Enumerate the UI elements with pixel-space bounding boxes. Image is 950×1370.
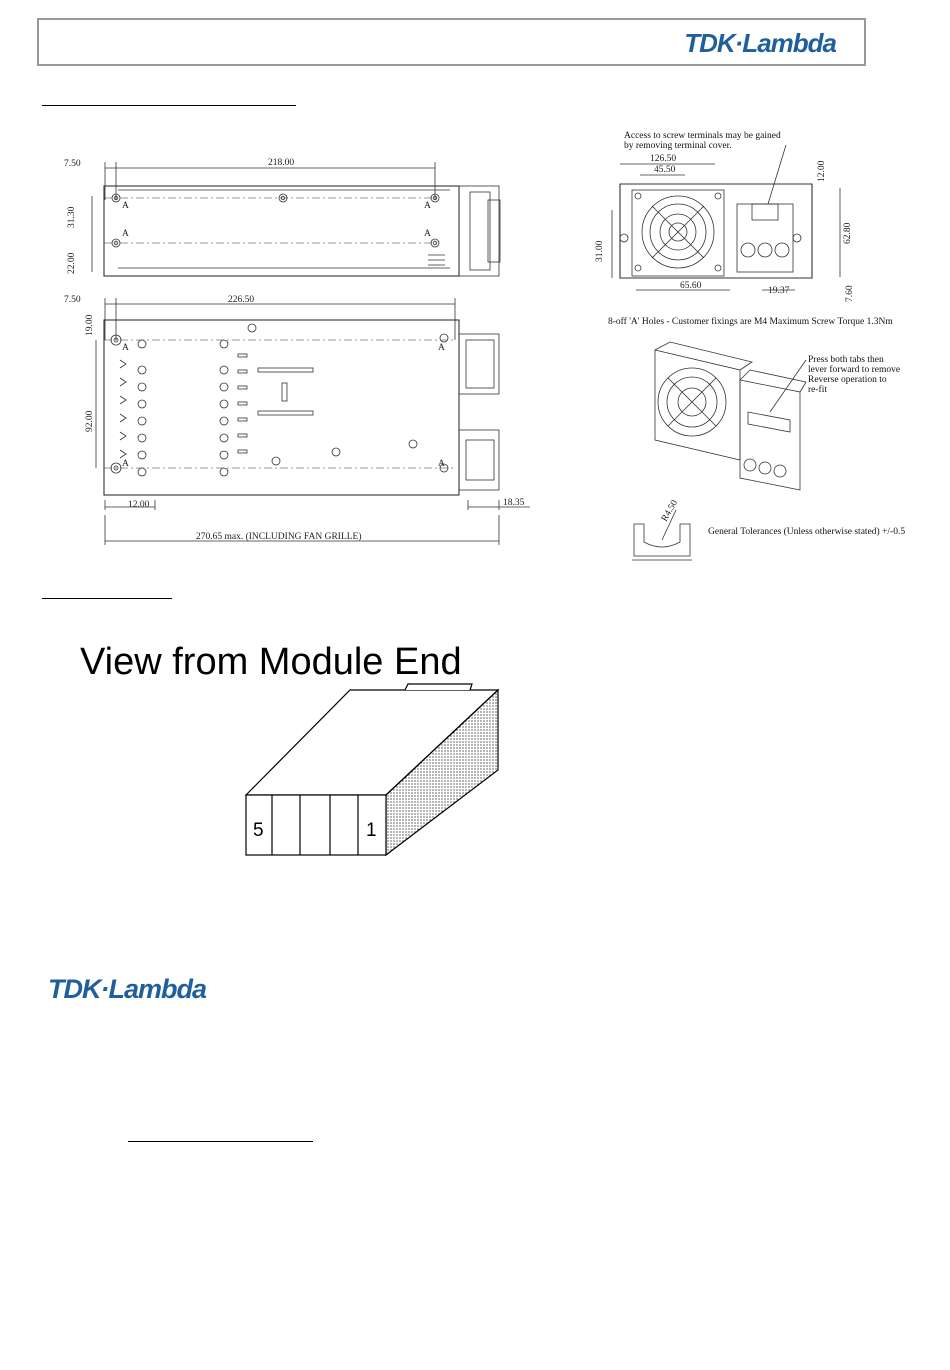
side-dim-4: 22.00	[67, 252, 77, 274]
end-dim-1: 126.50	[650, 154, 677, 164]
end-dim-5: 31.00	[595, 240, 605, 262]
fixings-note: 8-off 'A' Holes - Customer fixings are M4 Maximum Screw Torque 1.3Nm	[608, 317, 893, 327]
cover-note-3: Reverse operation to	[808, 375, 887, 385]
top-overall-length: 270.65 max. (INCLUDING FAN GRILLE)	[196, 532, 362, 542]
side-view	[64, 158, 500, 276]
top-hole-a4: A	[438, 459, 445, 469]
side-hole-a3: A	[424, 201, 431, 211]
end-dim-2: 45.50	[654, 165, 676, 175]
pin-label-5: 5	[253, 820, 264, 841]
side-dim-2: 218.00	[268, 158, 295, 168]
mechanical-drawing	[0, 0, 950, 570]
tdk-lambda-logo: TDK·Lambda	[684, 28, 836, 58]
top-hole-a1: A	[122, 343, 129, 353]
side-hole-a4: A	[424, 229, 431, 239]
end-dim-4: 62.80	[843, 222, 853, 244]
cover-note-4: re-fit	[808, 385, 827, 395]
side-hole-a1: A	[122, 201, 129, 211]
side-hole-a2: A	[122, 229, 129, 239]
side-dim-1: 7.50	[64, 159, 81, 169]
end-dim-8: 7.60	[845, 285, 855, 302]
top-dim-5: 12.00	[128, 500, 150, 510]
top-dim-1: 7.50	[64, 295, 81, 305]
radius-detail	[632, 498, 692, 560]
end-dim-7: 19.37	[768, 286, 790, 296]
top-dim-4: 92.00	[85, 410, 95, 432]
top-dim-3: 19.00	[85, 314, 95, 336]
side-dim-3: 31.30	[67, 206, 77, 228]
terminal-note-1: Access to screw terminals may be gained	[624, 131, 781, 141]
terminal-cover-isometric	[655, 342, 806, 490]
top-dim-6: 18.35	[503, 498, 525, 508]
section-underline-bottom	[128, 1141, 313, 1142]
terminal-note-2: by removing terminal cover.	[624, 141, 732, 151]
top-view	[64, 295, 530, 545]
top-hole-a3: A	[438, 343, 445, 353]
radius-label: R4.50	[659, 498, 681, 524]
module-view-title: View from Module End	[80, 641, 462, 683]
end-view	[595, 131, 855, 302]
tdk-lambda-logo-footer: TDK·Lambda	[48, 974, 206, 1004]
cover-note-2: lever forward to remove	[808, 365, 901, 375]
module-end-diagram	[0, 630, 520, 890]
section-underline-connector	[42, 598, 172, 599]
end-dim-6: 65.60	[680, 281, 702, 291]
top-hole-a2: A	[122, 459, 129, 469]
top-dim-2: 226.50	[228, 295, 255, 305]
end-dim-3: 12.00	[817, 160, 827, 182]
pin-label-1: 1	[366, 820, 377, 841]
tolerance-note: General Tolerances (Unless otherwise stated) +/-0.5	[708, 527, 906, 537]
cover-note-1: Press both tabs then	[808, 355, 884, 365]
